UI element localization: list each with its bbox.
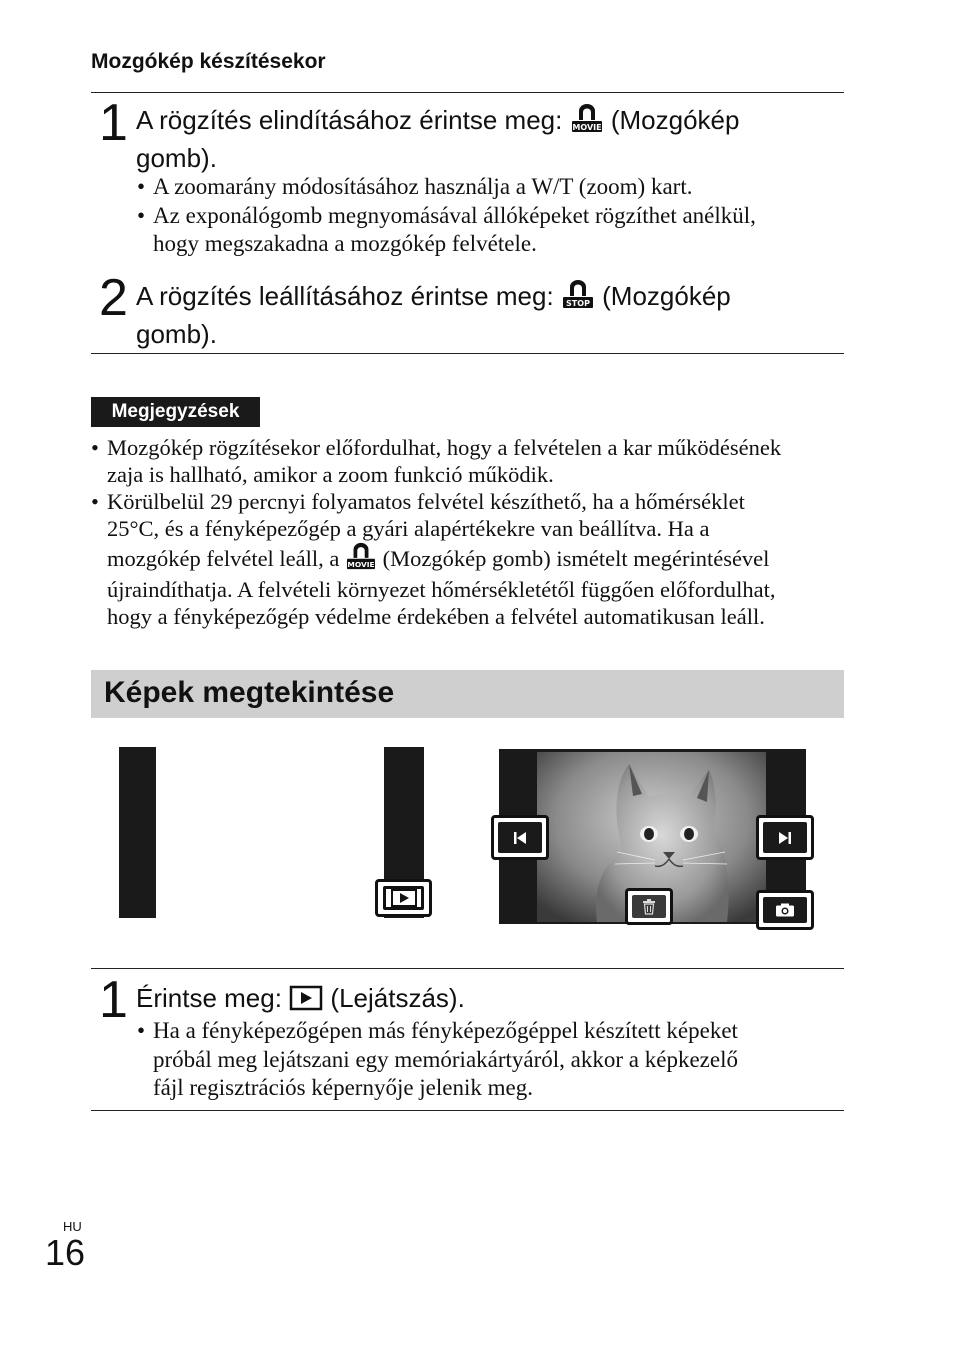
step-1-text	[136, 103, 836, 175]
section-2-step-1-number: 1	[99, 971, 128, 1029]
next-image-button[interactable]	[756, 815, 814, 860]
notes-badge: Megjegyzések	[91, 397, 260, 427]
step-2-text-before: A rögzítés leállításához érintse meg:	[136, 281, 554, 311]
shooting-mode-button[interactable]	[756, 890, 814, 930]
top-rule	[91, 92, 844, 93]
step-2-text-line2: gomb).	[136, 319, 217, 349]
delete-button[interactable]	[625, 888, 673, 925]
stop-button-icon-label: STOP	[565, 299, 590, 308]
playback-button[interactable]	[375, 879, 432, 917]
step-1-number: 1	[99, 94, 128, 152]
play-icon	[391, 889, 417, 907]
section-2-top-rule	[91, 968, 844, 969]
previous-image-button[interactable]	[491, 815, 549, 860]
step-2-text	[136, 279, 836, 351]
section-2-step-1-text-before: Érintse meg:	[136, 983, 282, 1013]
step-1-bullets	[137, 173, 847, 259]
step-1-bullet-2-cont: hogy megszakadna a mozgókép felvétele.	[153, 231, 537, 256]
camera-icon	[775, 903, 795, 918]
section-2-step-1-bullets	[137, 1017, 847, 1103]
section-2-step-1-text-after: (Lejátszás).	[330, 983, 465, 1013]
step-2-number: 2	[99, 269, 128, 327]
step-1-text-line2: gomb).	[136, 143, 217, 173]
section-1-bottom-rule	[91, 353, 844, 354]
step-1-text-after: (Mozgókép	[610, 105, 740, 135]
movie-button-icon-label: MOVIE	[572, 123, 602, 132]
svg-text:MOVIE: MOVIE	[347, 560, 375, 570]
step-1-bullet-2: • Az exponálógomb megnyomásával állóképeket rögzíthet anélkül,	[137, 202, 847, 231]
running-header: Mozgókép készítésekor	[91, 50, 326, 73]
skip-previous-icon	[512, 831, 528, 845]
note-1: • Mozgókép rögzítésekor előfordulhat, hogy a felvételen a kar működésének zaja is hallható, amikor a zoom funkció működik.	[91, 434, 851, 488]
language-code: HU	[63, 1219, 82, 1234]
section-2-bottom-rule	[91, 1110, 844, 1111]
trash-icon	[642, 899, 656, 915]
step-2-text-after: (Mozgókép	[602, 281, 731, 311]
page-number: 16	[45, 1232, 86, 1273]
section-heading: Képek megtekintése	[104, 676, 395, 709]
playback-icon-inline	[289, 985, 323, 1019]
movie-button-icon-inline	[345, 542, 377, 576]
notes-list	[91, 434, 851, 630]
stop-button-icon	[561, 279, 595, 317]
step-1-bullet-1: • A zoomarány módosításához használja a W/T (zoom) kart.	[137, 173, 847, 202]
skip-next-icon	[777, 831, 793, 845]
note-2: • Körülbelül 29 percnyi folyamatos felvétel készíthető, ha a hőmérséklet 25°C, és a fényképezőgép a gyári alapértékekre van beállítva. Ha a mozgókép felvétel leáll, a MOVIE (Mozgókép gomb) ismételt megérintésével újraindíthatja. A felvételi környezet hőmérsékletétől függően előfordulhat, hogy a fényképezőgép védelme érdekében a felvétel automatikusan leáll.	[91, 488, 851, 630]
section-2-bullet-1: • Ha a fényképezőgépen más fényképezőgéppel készített képeket próbál meg lejátszani egy memóriakártyáról, akkor a képkezelő fájl regisztrációs képernyője jelenik meg.	[137, 1017, 847, 1103]
section-2-step-1-text	[136, 981, 836, 1019]
movie-button-icon	[570, 103, 604, 141]
camera-screen-blank-area	[156, 747, 384, 918]
step-1-text-before: A rögzítés elindításához érintse meg:	[136, 105, 563, 135]
